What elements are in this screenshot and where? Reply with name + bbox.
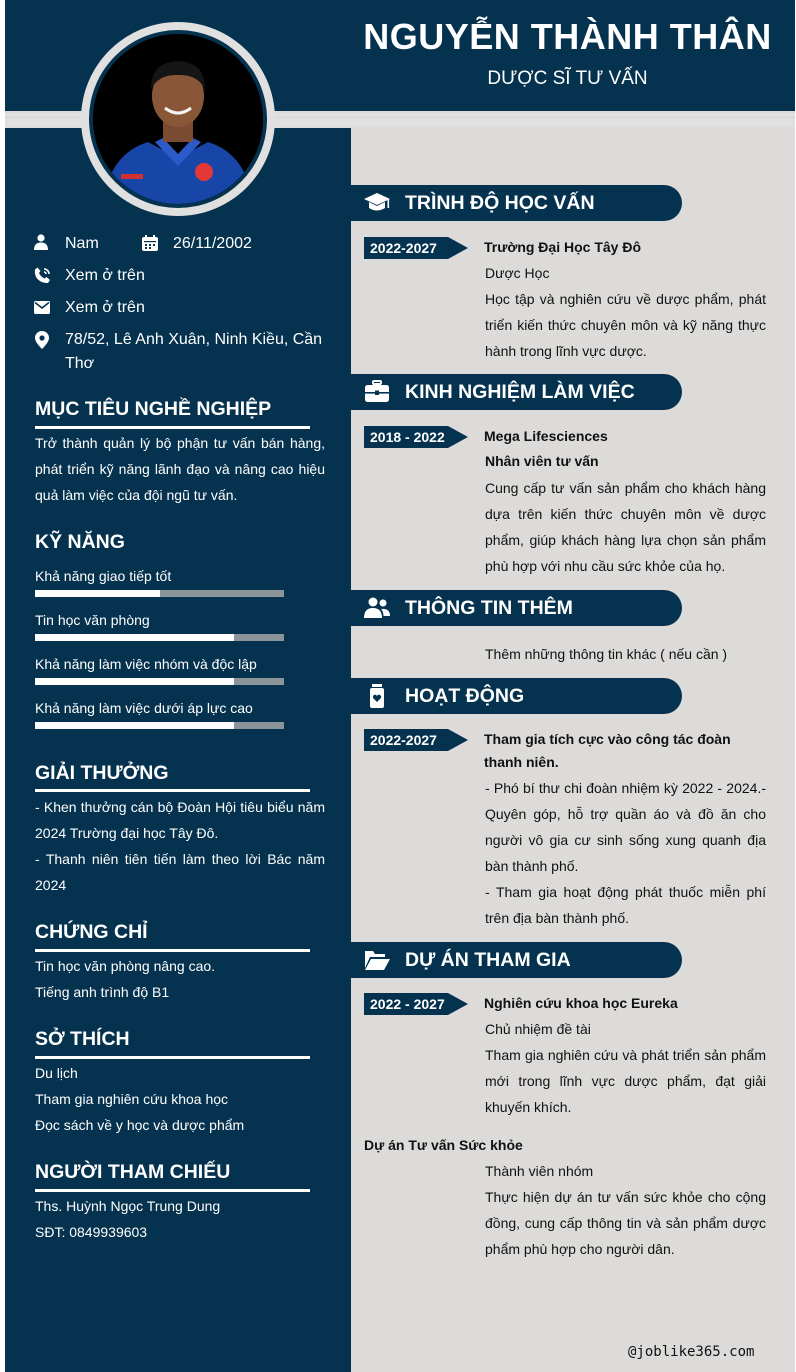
experience-period-tag: 2018 - 2022: [364, 426, 448, 448]
hobbies-divider: [35, 1056, 310, 1059]
references-heading: NGƯỜI THAM CHIẾU: [35, 1161, 231, 1183]
education-description: Học tập và nghiên cứu về dược phẩm, phát triển kiến thức chuyên môn và kỹ năng thực hành trong lĩnh vực dược.: [485, 291, 766, 359]
additional-section-header: [351, 590, 682, 626]
skill-level-bar: [35, 722, 284, 729]
activities-description: - Phó bí thư chi đoàn nhiệm kỳ 2022 - 2024.- Quyên góp, hỗ trợ quần áo và đồ ăn cho người vô gia cư sinh sống xung quanh địa bàn thành phố.: [485, 780, 766, 874]
project-name: Dự án Tư vấn Sức khỏe: [364, 1137, 523, 1153]
projects-section-header: [351, 942, 682, 978]
skill-level-bar: [35, 678, 284, 685]
cv-page: [5, 0, 795, 1372]
project-period-tag: 2022 - 2027: [364, 993, 448, 1015]
reference-item: Ths. Huỳnh Ngọc Trung Dung: [35, 1198, 221, 1214]
project-role: Chủ nhiệm đề tài: [485, 1021, 591, 1037]
education-period-tag: 2022-2027: [364, 237, 448, 259]
users-icon: [364, 596, 390, 620]
experience-section-header: [351, 374, 682, 410]
experience-description: Cung cấp tư vấn sản phẩm cho khách hàng dựa trên kiến thức chuyên môn về dược phẩm, giúp khách hàng lựa chọn sản phẩm phù hợp với nhu cầu sức khỏe của họ.: [485, 480, 766, 574]
awards-divider: [35, 789, 310, 792]
user-icon: [34, 234, 48, 250]
skills-heading: KỸ NĂNG: [35, 531, 125, 553]
sidebar: [5, 128, 351, 1372]
education-school: Trường Đại Học Tây Đô: [484, 239, 642, 255]
certificates-heading: CHỨNG CHỈ: [35, 921, 148, 943]
experience-company: Mega Lifesciences: [484, 428, 608, 444]
gender-text: Nam: [65, 235, 99, 252]
hobby-item: Đọc sách về y học và dược phẩm: [35, 1117, 245, 1133]
skill-label: Khả năng làm việc nhóm và độc lập: [35, 656, 257, 672]
education-section-header: [351, 185, 682, 221]
awards-item: - Thanh niên tiên tiến làm theo lời Bác năm 2024: [35, 851, 325, 893]
candidate-name: NGUYỄN THÀNH THÂN: [363, 16, 772, 57]
project-role: Thành viên nhóm: [485, 1163, 594, 1179]
profile-photo: [93, 34, 263, 204]
phone-icon: [34, 267, 51, 284]
location-icon: [35, 331, 49, 349]
education-heading: TRÌNH ĐỘ HỌC VẤN: [405, 192, 595, 214]
skill-level-fill: [35, 590, 160, 597]
certificate-item: Tin học văn phòng nâng cao.: [35, 958, 216, 974]
graduation-cap-icon: [364, 191, 390, 215]
experience-position: Nhân viên tư vấn: [485, 453, 599, 469]
email-text: Xem ở trên: [65, 299, 145, 316]
activities-period-tag: 2022-2027: [364, 729, 448, 751]
birthdate-text: 26/11/2002: [173, 235, 252, 252]
email-icon: [34, 301, 50, 314]
activities-heading: HOẠT ĐỘNG: [405, 685, 525, 707]
skill-level-fill: [35, 722, 234, 729]
experience-heading: KINH NGHIỆM LÀM VIỆC: [405, 381, 635, 403]
skill-level-fill: [35, 678, 234, 685]
education-major: Dược Học: [485, 265, 550, 281]
awards-heading: GIẢI THƯỞNG: [35, 762, 169, 784]
calendar-icon: [142, 235, 158, 251]
activities-description: - Tham gia hoạt động phát thuốc miễn phí trên địa bàn thành phố.: [485, 884, 766, 926]
skill-label: Tin học văn phòng: [35, 612, 150, 628]
skill-label: Khả năng làm việc dưới áp lực cao: [35, 700, 253, 716]
additional-heading: THÔNG TIN THÊM: [405, 597, 573, 619]
job-title: DƯỢC SĨ TƯ VẤN: [487, 68, 648, 89]
project-description: Thực hiện dự án tư vấn sức khỏe cho cộng đồng, cung cấp thông tin và sản phẩm dược phẩm phù hợp cho người dân.: [485, 1189, 766, 1257]
skill-level-fill: [35, 634, 234, 641]
activities-title: Tham gia tích cực vào công tác đoàn thanh niên.: [484, 731, 731, 770]
activities-section-header: [351, 678, 682, 714]
objective-divider: [35, 426, 310, 429]
skill-level-bar: [35, 634, 284, 641]
skill-level-bar: [35, 590, 284, 597]
references-divider: [35, 1189, 310, 1192]
additional-text: Thêm những thông tin khác ( nếu cần ): [485, 646, 728, 662]
skill-label: Khả năng giao tiếp tốt: [35, 568, 172, 584]
objective-text: Trở thành quản lý bộ phận tư vấn bán hàng, phát triển kỹ năng lãnh đạo và nâng cao hiệu quả làm việc của đội ngũ tư vấn.: [35, 435, 325, 503]
hobbies-heading: SỞ THÍCH: [35, 1028, 130, 1050]
awards-item: - Khen thưởng cán bộ Đoàn Hội tiêu biểu năm 2024 Trường đại học Tây Đô.: [35, 799, 325, 841]
folder-open-icon: [364, 948, 390, 972]
objective-heading: MỤC TIÊU NGHỀ NGHIỆP: [35, 398, 272, 420]
address-text: 78/52, Lê Anh Xuân, Ninh Kiều, Cần Thơ: [65, 331, 323, 372]
certificates-divider: [35, 949, 310, 952]
watermark: @joblike365.com: [628, 1344, 755, 1360]
projects-heading: DỰ ÁN THAM GIA: [405, 949, 571, 971]
project-description: Tham gia nghiên cứu và phát triển sản phẩm mới trong lĩnh vực dược phẩm, đạt giải khuyến khích.: [485, 1047, 766, 1115]
reference-item: SĐT: 0849939603: [35, 1224, 148, 1240]
phone-text: Xem ở trên: [65, 267, 145, 284]
avatar: [93, 34, 263, 204]
heart-jar-icon: [364, 684, 390, 708]
briefcase-icon: [364, 380, 390, 404]
certificate-item: Tiếng anh trình độ B1: [35, 984, 170, 1000]
hobby-item: Tham gia nghiên cứu khoa học: [35, 1091, 229, 1107]
avatar-frame: [81, 22, 275, 216]
project-name: Nghiên cứu khoa học Eureka: [484, 995, 678, 1011]
hobby-item: Du lịch: [35, 1065, 78, 1081]
